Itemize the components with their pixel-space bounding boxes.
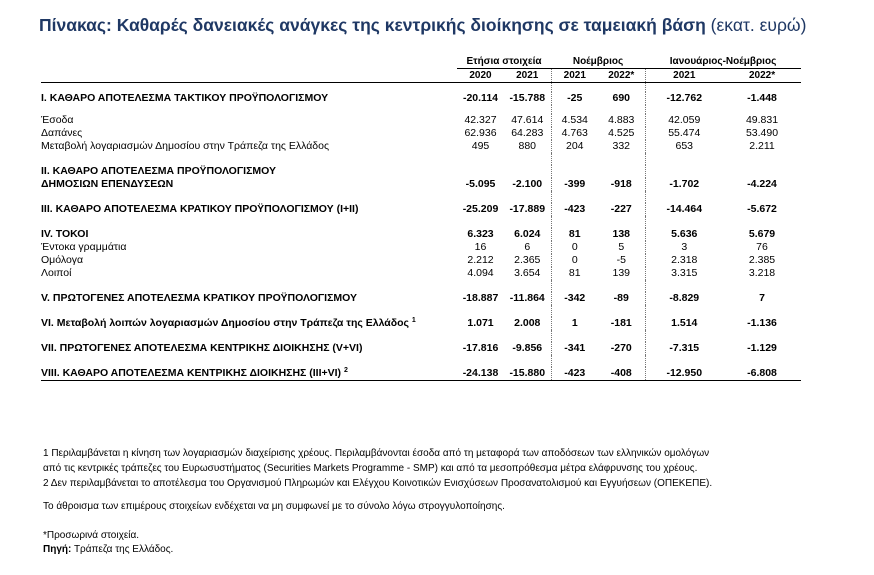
cell: 495 xyxy=(471,140,490,152)
cell: 0 xyxy=(571,241,578,253)
row-label: Δαπάνες xyxy=(41,127,83,139)
footnote-1-continued: από τις κεντρικές τράπεζες του Ευρωσυστήματος (Securities Markets Programme - SMP) και από τα μεσοπρόθεσμα μέτρα ελάφρυνσης του χρέους. xyxy=(43,463,698,474)
row-label: Λοιποί xyxy=(41,267,72,279)
footnote-1: 1 Περιλαμβάνεται η κίνηση των λογαριασμών διαχείρισης χρέους. Περιλαμβάνονται έσοδα από τη μεταφορά των αποδόσεων των ελληνικών ομολόγων xyxy=(43,448,710,459)
cell: 76 xyxy=(756,241,768,253)
cell: 0 xyxy=(571,254,578,266)
cell: -8.829 xyxy=(669,292,700,304)
table-row xyxy=(41,178,801,191)
cell: 16 xyxy=(474,241,487,253)
cell: 1 xyxy=(571,317,578,329)
cell: -918 xyxy=(598,178,645,191)
cell: -1.702 xyxy=(669,178,700,190)
cell: 49.831 xyxy=(745,114,779,126)
cell: -15.880 xyxy=(504,367,551,381)
header-group-november: Νοέμβριος xyxy=(551,55,645,69)
cell: -270 xyxy=(598,342,645,355)
cell: 42.327 xyxy=(464,114,497,126)
cell: 2.008 xyxy=(504,317,551,330)
cell: -17.889 xyxy=(504,203,551,216)
row-label xyxy=(41,367,457,381)
cell: 138 xyxy=(598,228,645,241)
cell: 6.024 xyxy=(504,228,551,241)
cell: 6.323 xyxy=(467,228,494,240)
cell: -14.464 xyxy=(666,203,703,215)
cell: -20.114 xyxy=(462,92,499,104)
rounding-note: Το άθροισμα των επιμέρους στοιχείων ενδέχεται να μη συμφωνεί με το σύνολο λόγω στρογγυλοποίησης. xyxy=(43,501,505,512)
cell: 4.534 xyxy=(561,114,588,126)
cell: 7 xyxy=(759,292,765,304)
table-title-unit: (εκατ. ευρώ) xyxy=(710,15,807,35)
footnote-marker: 2 xyxy=(343,367,348,374)
header-year: 2021 xyxy=(645,69,723,83)
cell: 139 xyxy=(598,267,645,280)
table-row xyxy=(41,114,801,127)
cell: -12.950 xyxy=(645,367,723,381)
header-row-years xyxy=(41,69,801,83)
row-label: Έντοκα γραμμάτια xyxy=(41,241,127,253)
table-row xyxy=(41,241,801,254)
cell: -5.095 xyxy=(465,178,496,190)
cell: 3.654 xyxy=(504,267,551,280)
cell: -423 xyxy=(564,203,586,215)
cell: 3.218 xyxy=(748,267,776,279)
footnotes xyxy=(43,446,843,514)
cell: 204 xyxy=(566,140,584,152)
borrowing-table xyxy=(41,55,801,381)
cell: -342 xyxy=(564,292,586,304)
cell: -341 xyxy=(564,342,586,354)
cell: -5 xyxy=(598,254,645,267)
cell: 55.474 xyxy=(668,127,701,139)
table-row xyxy=(41,140,801,153)
header-row-groups xyxy=(41,55,801,69)
cell: -9.856 xyxy=(504,342,551,355)
row-label: Μεταβολή λογαριασμών Δημοσίου στην Τράπεζα της Ελλάδος xyxy=(41,140,330,152)
cell: -1.448 xyxy=(747,92,777,104)
row-label: ΙΙΙ. ΚΑΘΑΡΟ ΑΠΟΤΕΛΕΣΜΑ ΚΡΑΤΙΚΟΥ ΠΡΟΫΠΟΛΟΓΙΣΜΟΥ (Ι+ΙΙ) xyxy=(41,203,359,215)
row-label xyxy=(41,317,457,330)
source-line xyxy=(43,543,173,557)
cell: 4.763 xyxy=(561,127,588,139)
row-label: ΙV. ΤΟΚΟΙ xyxy=(41,228,89,240)
cell: 47.614 xyxy=(504,114,551,127)
header-year: 2021 xyxy=(504,69,551,83)
cell: 690 xyxy=(598,92,645,105)
cell: -4.224 xyxy=(747,178,777,190)
cell: 2.365 xyxy=(504,254,551,267)
table-row xyxy=(41,254,801,267)
provisional-note: *Προσωρινά στοιχεία. xyxy=(43,530,140,541)
cell: -423 xyxy=(551,367,598,381)
cell: 2.385 xyxy=(748,254,776,266)
row-label: Έσοδα xyxy=(41,114,74,126)
table-row xyxy=(41,367,801,381)
table-title xyxy=(39,15,806,36)
cell: -18.887 xyxy=(462,292,499,304)
table-row xyxy=(41,317,801,330)
cell: 6 xyxy=(504,241,551,254)
cell: -2.100 xyxy=(504,178,551,191)
cell: -6.808 xyxy=(723,367,801,381)
cell: 2.211 xyxy=(749,140,775,152)
cell: -1.129 xyxy=(747,342,777,354)
header-year: 2022* xyxy=(598,69,645,83)
cell: 42.059 xyxy=(668,114,701,126)
cell: 880 xyxy=(504,140,551,153)
row-label: Ομόλογα xyxy=(41,254,84,266)
header-year: 2021 xyxy=(551,69,598,83)
cell: 81 xyxy=(568,267,581,279)
footnote-2: 2 Δεν περιλαμβάνεται το αποτέλεσμα του Οργανισμού Πληρωμών και Ελέγχου Κοινοτικών Ενισχύσεων Προσανατολισμού και Εγγυήσεων (ΟΠΕΚΕΠΕ). xyxy=(43,478,713,489)
cell: 653 xyxy=(675,140,694,152)
table-row xyxy=(41,342,801,355)
row-label: VΙΙ. ΠΡΩΤΟΓΕΝΕΣ ΑΠΟΤΕΛΕΣΜΑ ΚΕΝΤΡΙΚΗΣ ΔΙΟΙΚΗΣΗΣ (V+VΙ) xyxy=(41,342,363,354)
source-label: Πηγή: xyxy=(43,544,72,555)
cell: -89 xyxy=(598,292,645,305)
cell: 4.525 xyxy=(598,127,645,140)
row-label: ΙΙ. ΚΑΘΑΡΟ ΑΠΟΤΕΛΕΣΜΑ ΠΡΟΫΠΟΛΟΓΙΣΜΟΥ xyxy=(41,165,276,177)
table-row xyxy=(41,203,801,216)
cell: -1.136 xyxy=(747,317,777,329)
cell: 3.315 xyxy=(671,267,698,279)
source-block xyxy=(43,529,173,557)
header-group-jan-nov: Ιανουάριος-Νοέμβριος xyxy=(645,55,801,69)
header-group-annual: Ετήσια στοιχεία xyxy=(457,55,551,69)
cell: -15.788 xyxy=(504,92,551,105)
cell: 64.283 xyxy=(504,127,551,140)
cell: -181 xyxy=(598,317,645,330)
footnote-marker: 1 xyxy=(411,317,416,324)
cell: 1.514 xyxy=(671,317,698,329)
row-label-continued: ΔΗΜΟΣΙΩΝ ΕΠΕΝΔΥΣΕΩΝ xyxy=(41,178,174,190)
cell: -227 xyxy=(598,203,645,216)
cell: 53.490 xyxy=(745,127,779,139)
row-label: V. ΠΡΩΤΟΓΕΝΕΣ ΑΠΟΤΕΛΕΣΜΑ ΚΡΑΤΙΚΟΥ ΠΡΟΫΠΟΛΟΓΙΣΜΟΥ xyxy=(41,292,358,304)
cell: 4.883 xyxy=(598,114,645,127)
cell: -25 xyxy=(567,92,583,104)
cell: 3 xyxy=(681,241,688,253)
table-row xyxy=(41,228,801,241)
cell: -25.209 xyxy=(462,203,499,215)
table-row xyxy=(41,92,801,105)
cell: -24.138 xyxy=(457,367,504,381)
cell: -7.315 xyxy=(669,342,700,354)
header-year: 2020 xyxy=(457,69,504,83)
cell: 2.212 xyxy=(467,254,494,266)
table-row xyxy=(41,127,801,140)
table-title-main: Πίνακας: Καθαρές δανειακές ανάγκες της κεντρικής διοίκησης σε ταμειακή βάση xyxy=(39,15,706,35)
cell: 81 xyxy=(568,228,581,240)
table-row xyxy=(41,267,801,280)
row-label: Ι. ΚΑΘΑΡΟ ΑΠΟΤΕΛΕΣΜΑ ΤΑΚΤΙΚΟΥ ΠΡΟΫΠΟΛΟΓΙΣΜΟΥ xyxy=(41,92,329,104)
table-row xyxy=(41,165,801,178)
cell: -5.672 xyxy=(747,203,777,215)
cell: 4.094 xyxy=(467,267,494,279)
cell: 5 xyxy=(598,241,645,254)
cell: -408 xyxy=(598,367,645,381)
cell: 2.318 xyxy=(671,254,698,266)
cell: -17.816 xyxy=(462,342,499,354)
cell: -11.864 xyxy=(504,292,551,305)
row-label-text: VΙ. Μεταβολή λοιπών λογαριασμών Δημοσίου στην Τράπεζα της Ελλάδος xyxy=(41,317,409,329)
cell: 332 xyxy=(598,140,645,153)
source-text: Τράπεζα της Ελλάδος. xyxy=(73,544,174,555)
table-row xyxy=(41,292,801,305)
cell: 5.679 xyxy=(748,228,776,240)
cell: 1.071 xyxy=(467,317,494,329)
header-year: 2022* xyxy=(723,69,801,83)
row-label-text: VΙΙΙ. ΚΑΘΑΡΟ ΑΠΟΤΕΛΕΣΜΑ ΚΕΝΤΡΙΚΗΣ ΔΙΟΙΚΗΣΗΣ (ΙΙΙ+VΙ) xyxy=(41,367,342,379)
cell: -399 xyxy=(564,178,586,190)
cell: 62.936 xyxy=(464,127,497,139)
cell: 5.636 xyxy=(671,228,698,240)
cell: -12.762 xyxy=(666,92,703,104)
